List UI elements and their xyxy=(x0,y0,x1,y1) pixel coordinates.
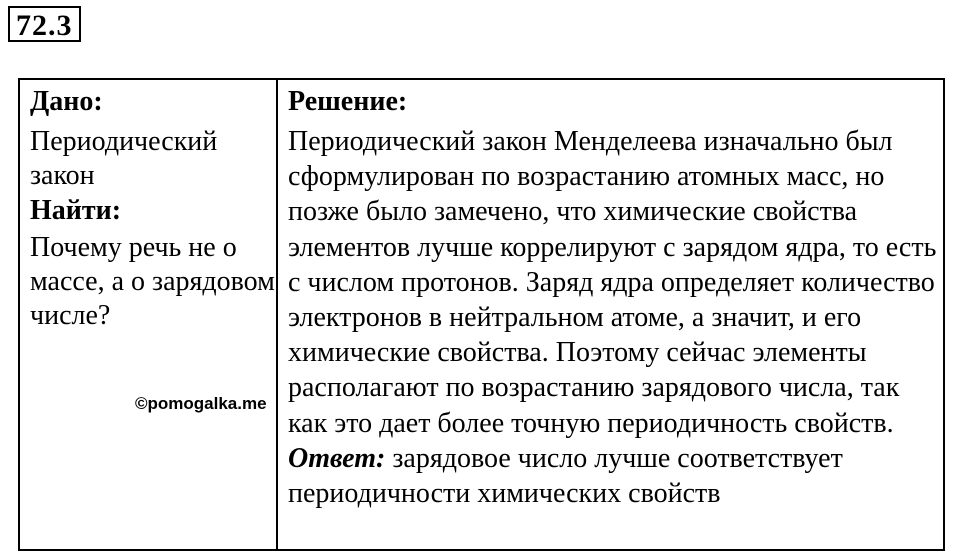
given-column xyxy=(20,80,278,549)
find-heading: Найти: xyxy=(30,195,122,226)
solution-body xyxy=(288,124,943,511)
solution-table xyxy=(18,78,945,551)
given-heading: Дано: xyxy=(30,86,103,117)
find-text: Почему речь не о массе, а о зарядовом числе? xyxy=(30,232,275,331)
solution-heading: Решение: xyxy=(288,86,408,117)
answer-label: Ответ: xyxy=(288,442,386,474)
given-text: Периодический закон xyxy=(30,126,218,191)
solution-column xyxy=(278,80,943,549)
solution-text: Периодический закон Менделеева изначально был сформулирован по возрастанию атомных масс, но позже было замечено, что химические свойства элементов лучше коррелируют с зарядом ядра, то есть с числом протонов. Заряд ядра определяет количество электронов в нейтральном атоме, а значит, и его химические свойства. Поэтому сейчас элементы располагают по возрастанию зарядового числа, так как это дает более точную периодичность свойств. xyxy=(288,126,937,439)
answer-text: зарядовое число лучше соответствует периодичности химических свойств xyxy=(288,442,843,510)
task-number: 72.3 xyxy=(8,6,81,42)
watermark: ©pomogalka.me xyxy=(135,394,267,413)
